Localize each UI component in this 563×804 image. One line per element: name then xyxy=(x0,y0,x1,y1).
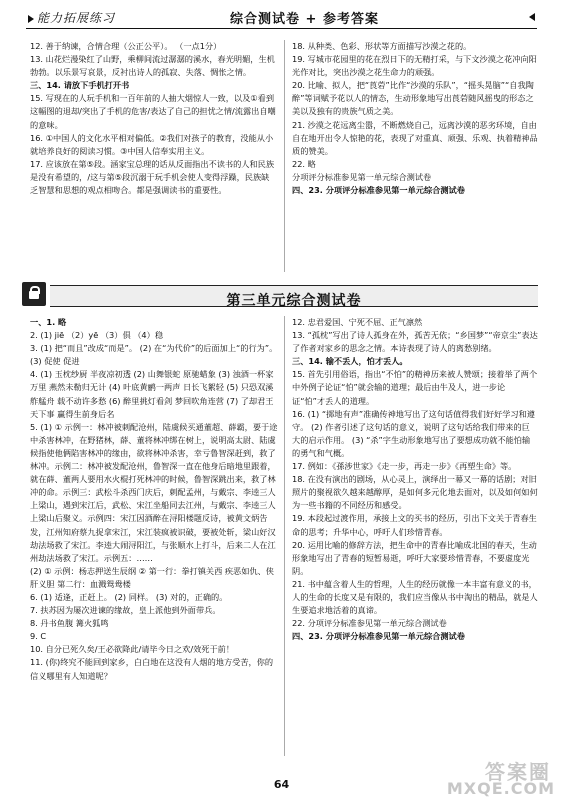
answer-item: 15. 写现在的人玩手机和一百年前的人抽大烟惊人一致，以及①看到这幅图的退却/突出了手机的危害/表达了自己的担忧之情/流露出自嘲的意味。 xyxy=(30,93,276,130)
answer-item: 18. 在没有演出的剧场，从心灵上，演绎出一幕又一幕的话剧；对旧照片的聚视欲久越来越醇厚，是如何多元化地去面对，以及如何如何为一些书籍的不同经历和感受。 xyxy=(292,474,538,511)
answer-item: 三、14. 输不丢人，怕才丢人。 xyxy=(292,356,408,367)
answer-item: 四、23. 分项评分标准参见第一单元综合测试卷 xyxy=(292,185,465,196)
watermark-line2: MXQE.COM xyxy=(446,779,555,798)
header-rule xyxy=(26,28,537,29)
brand-label xyxy=(28,9,115,26)
answer-item: 四、23. 分项评分标准参见第一单元综合测试卷 xyxy=(292,631,465,642)
answer-item: 3. (1) 把“而且”改成“而是”。 (2) 在“为代价”的后面加上“的行为”。 (3) 促使 促进 xyxy=(30,343,278,367)
answer-item: 8. 丹书鱼腹 篝火狐鸣 xyxy=(30,618,109,629)
answer-item: 19. 写城市花园里的花在烈日下的无精打采，与下文沙漠之花冲向阳光作对比，突出沙漠之花生命力的顽强。 xyxy=(292,54,537,78)
answer-item: 5. (1) ① 示例一：林冲被刺配沧州，陆虞候买通董超、薛霸，要于途中杀害林冲，在野猪林，薛、董将林冲绑在树上，说明高太尉、陆虞候指使他俩陷害林冲的缘由，欲将林冲杀害，幸亏鲁智深赶到，救了林冲。示例二：林冲被发配沧州，鲁智深一直在他身后暗地里跟着，就在薛、董两人要用水火棍打死林冲的时候，鲁智深跳出来，救了林冲的命。示例三：武松斗杀西门庆后，刺配孟州，与戴宗、李逵三人上梁山，遇到宋江后，武松、宋江坐船同去江州，与戴宗、李逵三人上梁山后聚义。示例四：宋江因酒醉在浔阳楼题反诗，被黄文炳告发，江州知府蔡九捉拿宋江，宋江装疯被识破，要被处斩，梁山好汉劫法场救了宋江。李逵大闹浔阳江，与张顺水上打斗，后来二人在江州劫法场救了宋江。示例五：…… xyxy=(30,421,278,563)
header-title: 综合测试卷 + 参考答案 xyxy=(230,12,379,27)
answer-item: 三、14. 请放下手机打开书 xyxy=(30,80,130,91)
answer-item: 11. (你)终究不能回到家乡，白白地在这没有人烟的地方受苦，你的信义哪里有人知道呢？ xyxy=(30,657,274,681)
answer-item: 20. 比喻、拟人，把“莨菪”比作“沙漠的乐队”，“摇头晃脑”“自我陶醉”等词赋予花以人的情态，生动形象地写出莨菪随风摇曳的形态之美以及独有的贵族气质之美。 xyxy=(292,80,534,117)
answer-item: 21. 书中蕴含着人生的哲理，人生的经历就像一本丰富有意义的书，人的生命的长度又是有限的，我们应当像从书中淘出的精品，就是人生要追求地活着的真谛。 xyxy=(292,578,538,616)
answer-item: 15. 首先引用俗语，指出“不怕”的精神历来被人赞颂；接着举了两个中外例子论证“怕”就会输的道理；最后由牛及人，进一步论证“怕”才丢人的道理。 xyxy=(292,369,538,406)
answer-item: 12. 忠君爱国、宁死不屈、正气凛然 xyxy=(292,317,423,327)
answer-item: (2) ① 示例：杨志押送生辰纲 ② 第一行：拳打镇关西 疾恶如仇、侠肝义胆 第二行：血溅鸳鸯楼 xyxy=(30,565,274,589)
answer-item: 20. 运用比喻的修辞方法，把生命中的青春比喻成北国的春天，生动形象地写出了青春的短暂易逝，呼吁大家要珍惜青春，不要虚度光阴。 xyxy=(292,539,537,576)
left-bottom-column xyxy=(30,316,278,683)
section-banner-band xyxy=(50,285,538,307)
answer-item: 7. 扶苏因为屡次进谏的缘故，皇上派他到外面带兵。 xyxy=(30,605,221,616)
column-divider xyxy=(284,40,285,272)
answer-item: 19. 本段起过渡作用，承接上文的买书的经历，引出下文关于青春生命的思考；升华中心，呼吁人们珍惜青春。 xyxy=(292,513,537,537)
answer-item: 22. 略 xyxy=(292,158,316,169)
corner-triangle-icon xyxy=(529,13,535,21)
watermark-line1: 答案圈 xyxy=(485,760,551,784)
page-number: 64 xyxy=(273,778,290,791)
answer-item: 18. 从种类、色彩、形状等方面描写沙漠之花的。 xyxy=(292,41,472,51)
answer-item: 16. ①中国人的文化水平相对偏低。②我们对孩子的教育，没能从小就培养良好的阅读习惯。③中国人信奉实用主义。 xyxy=(30,132,274,156)
answer-item: 9. C xyxy=(30,631,47,642)
watermark xyxy=(446,756,555,800)
section-banner xyxy=(22,282,538,308)
brand-text: 能力拓展练习 xyxy=(37,11,116,25)
answer-item: 12. 善于纳谏，合情合理（公正公平）。 （一点1分） xyxy=(30,41,222,51)
answer-item: 2. (1) jiē （2）yē （3）倶 （4）稳 xyxy=(30,330,164,341)
section-title: 第三单元综合测试卷 xyxy=(226,293,362,309)
triangle-icon xyxy=(28,15,34,23)
column-divider xyxy=(284,316,285,756)
right-bottom-column xyxy=(292,316,538,643)
right-top-column xyxy=(292,40,538,197)
answer-item: 22. 分项评分标准参见第一单元综合测试卷 xyxy=(292,618,447,629)
page-header xyxy=(0,0,563,34)
answer-item: 4. (1) 玉枕纱厨 半夜凉初透 (2) 山舞银蛇 原驰蜡象 (3) 浊酒一杯家万里 燕然未勒归无计 (4) 叶底黄鹂一两声 日长飞絮轻 (5) 只恐双溪舴艋舟 载不动许多愁 (6) 醉里挑灯看剑 梦回吹角连营 (7) 了却君王天下事 赢得生前身后名 xyxy=(30,369,274,419)
answer-item: 13. “孤枕”写出了诗人孤身在外，孤苦无依；“乡国梦”“帝京尘”表达了作者对家乡的思念之情。本诗表现了诗人的离愁别绪。 xyxy=(292,330,538,354)
answer-item: 一、1. 略 xyxy=(30,317,67,327)
lock-icon xyxy=(22,282,46,306)
answer-item: 10. 自分已死久矣/王必欲降此/请毕今日之欢/效死于前！ xyxy=(30,644,235,655)
answer-item: 分项评分标准参见第一单元综合测试卷 xyxy=(292,171,432,182)
answer-item: 6. (1) 适逢，正赶上。 (2) 同样。 (3) 对的，正确的。 xyxy=(30,591,228,602)
answer-item: 17. 例如：《孫涉世家》《走一步，再走一步》《再塑生命》等。 xyxy=(292,461,517,472)
left-top-column xyxy=(30,40,276,197)
answer-item: 21. 沙漠之花远离尘嚣，不断燃烧自己，远离沙漠的恶劣环境，自由自在地开出令人惊艳的花，表现了对重真、顽强、乐观、执着精神品质的赞美。 xyxy=(292,119,538,156)
answer-item: 13. 山花烂漫染红了山野，乘柳间流过潺潺的溪水，春光明媚，生机勃勃。以乐景写哀景，反衬出诗人的孤寂、失落、惆怅之情。 xyxy=(30,54,275,78)
answer-item: 16. (1) “掷地有声”准确传神地写出了这句话值得我们好好学习和遵守。 (2) 作者引述了这句话的意义，说明了这句话给我们带来的巨大的启示作用。 (3) “杀”字生动形象地写出了要想成功就不能怕输的勇气和气概。 xyxy=(292,408,535,458)
answer-item: 17. 应该放在第⑤段。涵家宝总理的话从反面指出不读书的人和民族是没有希望的，/这与第⑤段沉溺于玩手机会使人变得浮躁，民族缺乏智慧和思想的观点相吻合。都是强调读书的重要性。 xyxy=(30,158,275,196)
